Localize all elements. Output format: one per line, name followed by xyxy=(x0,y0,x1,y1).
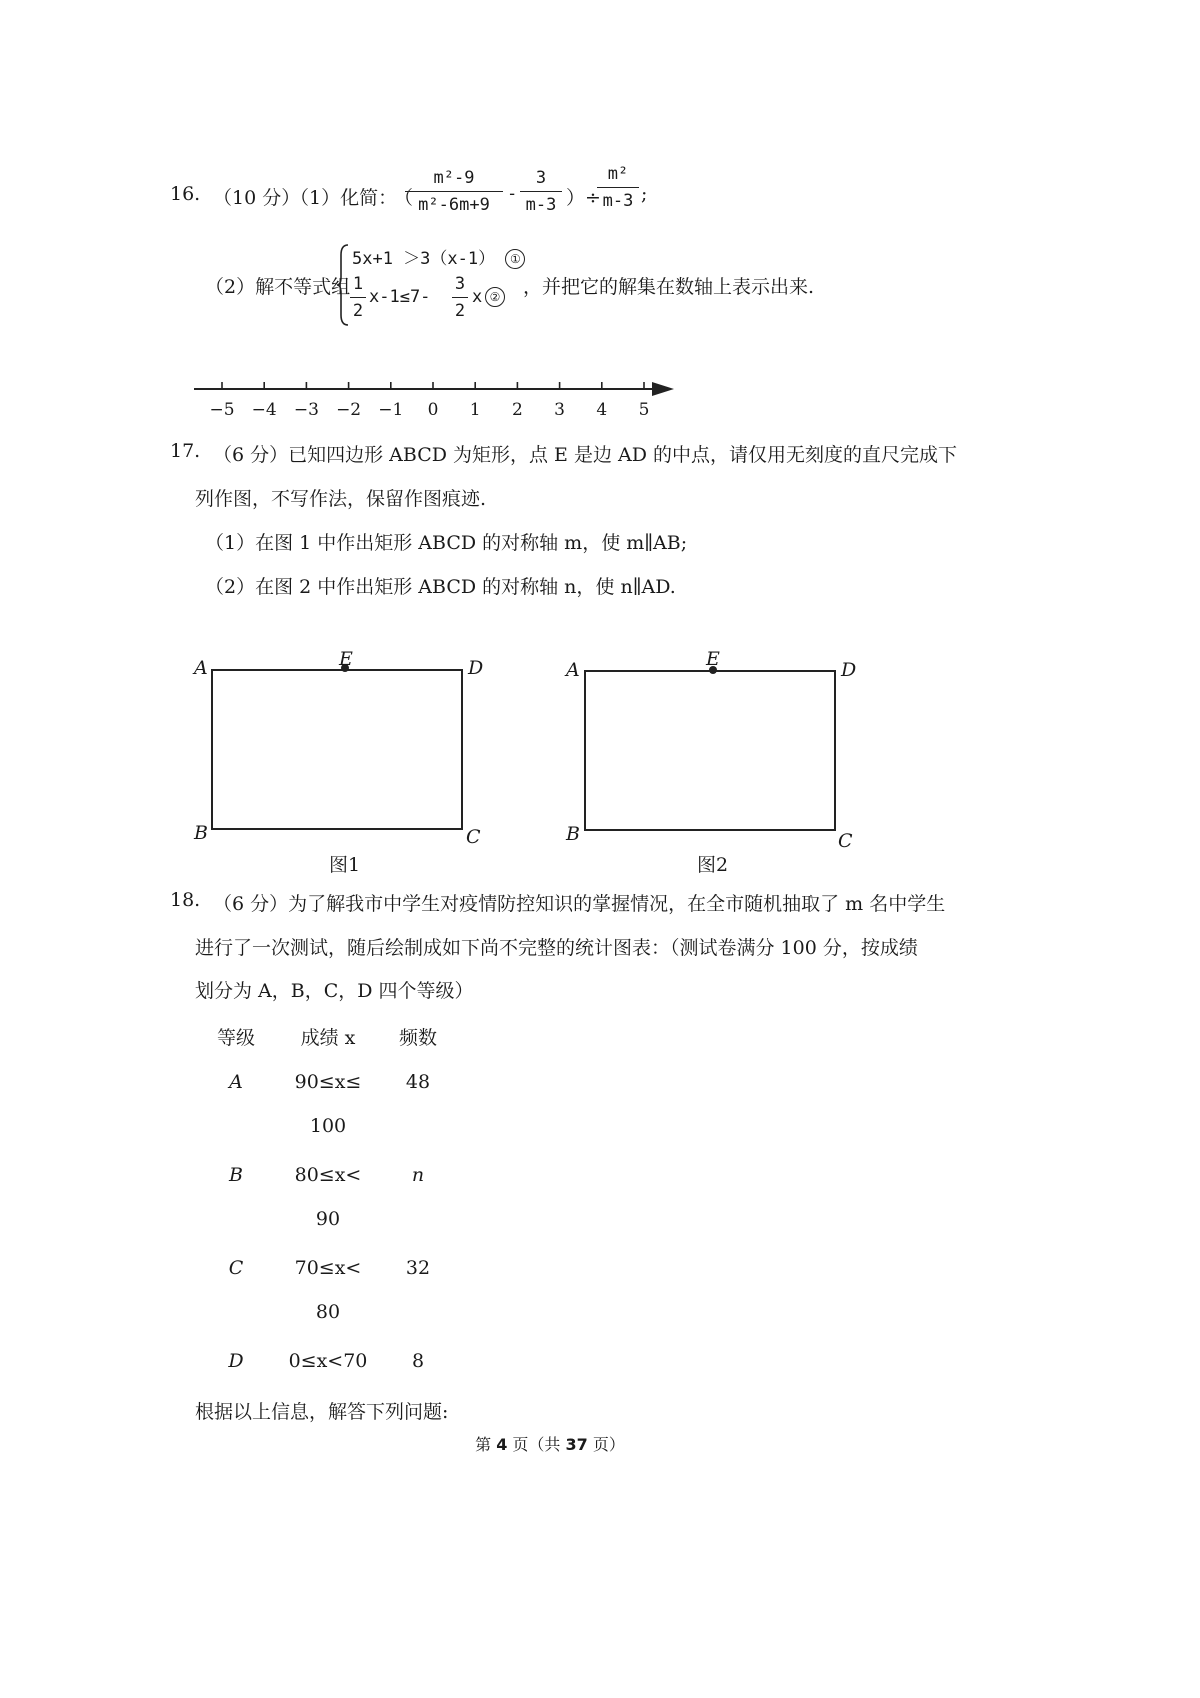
figure-caption: 图1 xyxy=(329,854,361,876)
row-c-score: 70≤x< xyxy=(294,1257,362,1279)
question-number: 16. xyxy=(170,183,201,205)
circled-two-mark: ② xyxy=(485,287,505,307)
point-e-label: E xyxy=(339,648,353,670)
row-a-frequency: 48 xyxy=(405,1071,431,1093)
question-number: 17. xyxy=(170,440,201,462)
row-b-frequency: n xyxy=(411,1164,425,1186)
tick-label: 5 xyxy=(638,400,650,420)
header-grade: 等级 xyxy=(216,1027,255,1049)
tick-label: −1 xyxy=(378,400,404,420)
fraction-1: m²-9 m²-6m+9 xyxy=(405,168,503,215)
closing-prompt: 根据以上信息，解答下列问题: xyxy=(195,1401,449,1423)
row-c-score-cont: 80 xyxy=(315,1301,341,1323)
part-1-label: （1）化简： xyxy=(290,187,398,209)
tick-label: −4 xyxy=(251,400,277,420)
row-c-frequency: 32 xyxy=(405,1257,431,1279)
question-number: 18. xyxy=(170,889,201,911)
question-text-line-1: （6 分）已知四边形 ABCD 为矩形，点 E 是边 AD 的中点，请仅用无刻度的直尺完成下 xyxy=(213,444,957,466)
tick-label: 4 xyxy=(596,400,608,420)
tick-label: 3 xyxy=(554,400,565,420)
question-text-line-3: 划分为 A，B，C，D 四个等级） xyxy=(195,980,474,1002)
system-brace xyxy=(336,243,350,327)
row-d-score: 0≤x<70 xyxy=(288,1350,368,1372)
tick-label: 0 xyxy=(427,400,439,420)
inequality-1: 5x+1 ＞3（x-1） ① xyxy=(352,244,525,269)
vertex-d-label: D xyxy=(841,659,857,681)
header-score: 成绩 x xyxy=(300,1027,356,1049)
vertex-a-label: A xyxy=(566,659,580,681)
part-2-instruction: ，并把它的解集在数轴上表示出来. xyxy=(523,276,815,298)
question-points: （10 分） xyxy=(213,187,301,209)
vertex-a-label: A xyxy=(194,657,208,679)
row-b-score-cont: 90 xyxy=(315,1208,341,1230)
row-a-score: 90≤x≤ xyxy=(294,1071,362,1093)
row-d-grade: D xyxy=(228,1350,244,1372)
sub-question-1: （1）在图 1 中作出矩形 ABCD 的对称轴 m，使 m∥AB; xyxy=(205,532,688,554)
row-d-frequency: 8 xyxy=(411,1350,425,1372)
circled-one-mark: ① xyxy=(505,249,525,269)
vertex-d-label: D xyxy=(468,657,484,679)
figure-caption: 图2 xyxy=(697,854,729,876)
sub-question-2: （2）在图 2 中作出矩形 ABCD 的对称轴 n，使 n∥AD. xyxy=(205,576,676,598)
current-page-number: 4 xyxy=(496,1435,508,1454)
question-text-line-2: 列作图，不写作法，保留作图痕迹. xyxy=(195,488,487,510)
row-b-score: 80≤x< xyxy=(294,1164,362,1186)
point-e-label: E xyxy=(706,648,720,670)
row-b-grade: B xyxy=(229,1164,243,1186)
page-footer: 第 4 页（共 37 页） xyxy=(475,1435,625,1454)
row-a-score-cont: 100 xyxy=(309,1115,347,1137)
question-text-line-2: 进行了一次测试，随后绘制成如下尚不完整的统计图表：（测试卷满分 100 分，按成绩 xyxy=(195,937,918,959)
total-pages: 37 xyxy=(565,1435,588,1454)
tick-label: −2 xyxy=(336,400,362,420)
vertex-c-label: C xyxy=(466,826,481,848)
fraction-3: m² m-3 xyxy=(597,164,639,211)
part-2-label: （2）解不等式组 xyxy=(205,276,351,298)
tick-label: −3 xyxy=(293,400,319,420)
row-a-grade: A xyxy=(229,1071,243,1093)
question-text-line-1: （6 分）为了解我市中学生对疫情防控知识的掌握情况，在全市随机抽取了 m 名中学生 xyxy=(213,893,946,915)
fraction-2: 3 m-3 xyxy=(520,168,562,215)
vertex-b-label: B xyxy=(194,822,208,844)
vertex-c-label: C xyxy=(838,830,853,852)
row-c-grade: C xyxy=(228,1257,244,1279)
tick-label: 1 xyxy=(469,400,481,420)
rectangle-abcd xyxy=(211,669,463,830)
vertex-b-label: B xyxy=(566,823,580,845)
tick-label: 2 xyxy=(511,400,523,420)
header-frequency: 频数 xyxy=(398,1027,437,1049)
tick-label: −5 xyxy=(209,400,235,420)
rectangle-abcd xyxy=(584,670,836,831)
